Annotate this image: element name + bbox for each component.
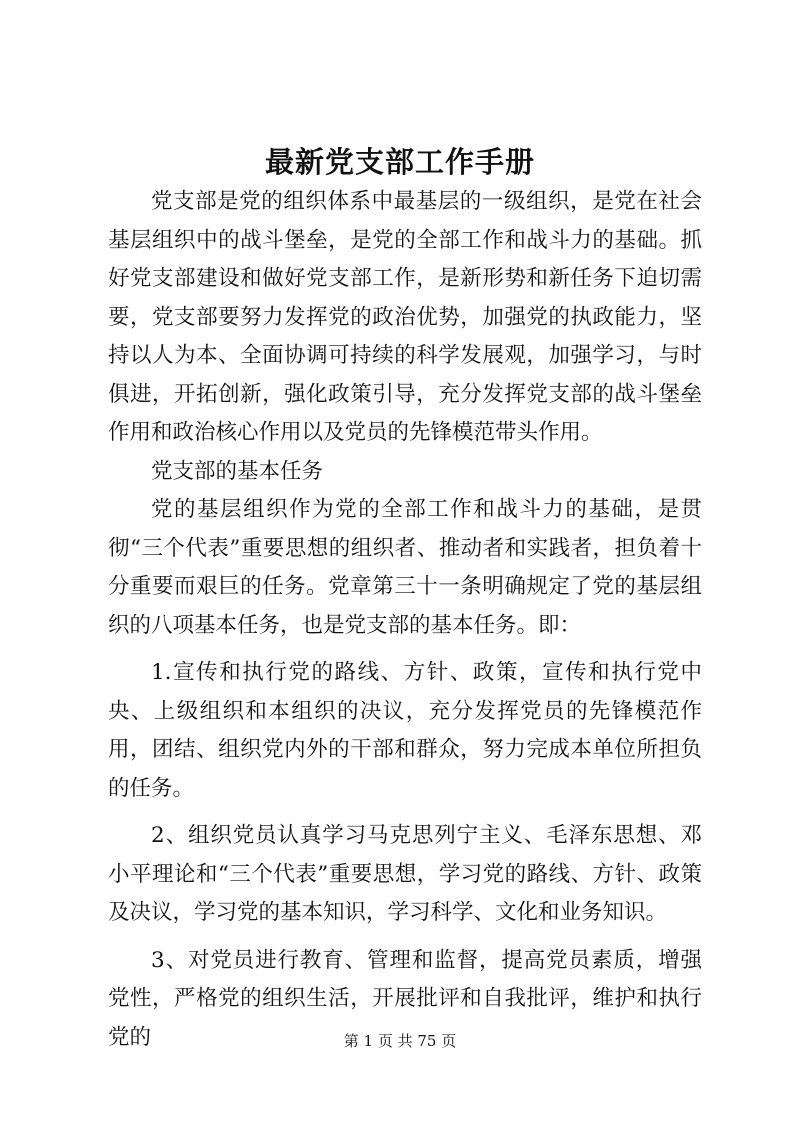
task-item-2: 2、组织党员认真学习马克思列宁主义、毛泽东思想、邓小平理论和“三个代表”重要思想，学习党的路线、方针、政策及决议，学习党的基本知识，学习科学、文化和业务知识。 (108, 823, 702, 925)
task-item-3: 3、对党员进行教育、管理和监督，提高党员素质，增强党性，严格党的组织生活，开展批评和自我批评，维护和执行党的 (108, 947, 702, 1050)
section-heading-basic-tasks: 党支部的基本任务 (151, 458, 324, 484)
document-title: 最新党支部工作手册 (264, 145, 535, 179)
tasks-intro-paragraph: 党的基层组织作为党的全部工作和战斗力的基础，是贯彻“三个代表”重要思想的组织者、推动者和实践者，担负着十分重要而艰巨的任务。党章第三十一条明确规定了党的基层组织的八项基本任务，也是党支部的基本任务。即： (108, 497, 702, 638)
intro-paragraph: 党支部是党的组织体系中最基层的一级组织，是党在社会基层组织中的战斗堡垒，是党的全部工作和战斗力的基础。抓好党支部建设和做好党支部工作，是新形势和新任务下迫切需要，党支部要努力发挥党的政治优势，加强党的执政能力，坚持以人为本、全面协调可持续的科学发展观，加强学习，与时俱进，开拓创新，强化政策引导，充分发挥党支部的战斗堡垒作用和政治核心作用以及党员的先锋模范带头作用。 (108, 189, 702, 445)
task-item-1: 1.宣传和执行党的路线、方针、政策，宣传和执行党中央、上级组织和本组织的决议，充分发挥党员的先锋模范作用，团结、组织党内外的干部和群众，努力完成本单位所担负的任务。 (108, 660, 702, 801)
document-body (108, 183, 702, 1057)
page-number-footer: 第 1 页 共 75 页 (343, 1032, 457, 1050)
